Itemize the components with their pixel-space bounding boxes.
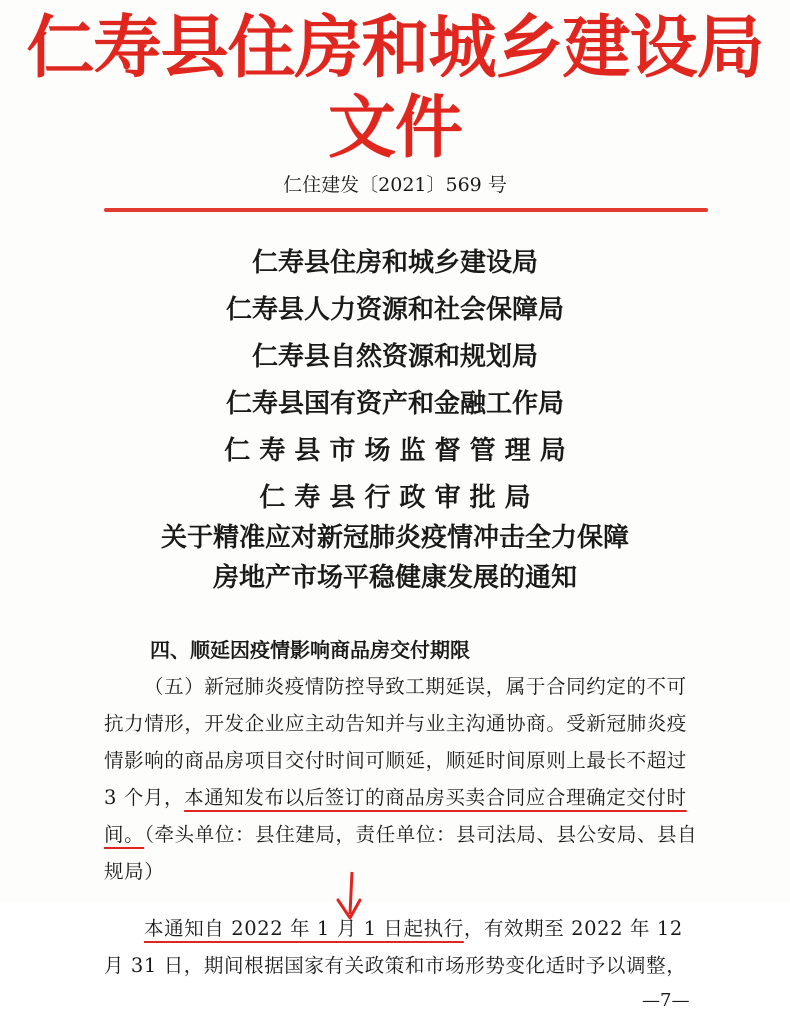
- effective-date-tail: ，有效期至 2022 年 12 月 31 日，期间根据国家有关政策和市场形势变化适时予以调整，: [104, 917, 687, 977]
- section-heading: 四、顺延因疫情影响商品房交付期限: [150, 638, 470, 662]
- issuer-line: 仁寿县人力资源和社会保障局: [225, 295, 564, 325]
- document-number: 仁住建发〔2021〕569 号: [283, 174, 507, 196]
- paragraph-five: [104, 668, 704, 890]
- red-arrow-annotation: [330, 870, 370, 925]
- effective-date-clause: 本通知自 2022 年 1 月 1 日起执行: [144, 917, 464, 940]
- underlined-clause: 本通知发布以后签订的商品房买卖合同应合理确定交付时间。: [104, 786, 687, 846]
- paragraph-effective: [104, 910, 704, 984]
- issuer-line: 仁 寿 县 行 政 审 批 局: [259, 483, 531, 513]
- paragraph-five-lead: （五）新冠肺炎疫情防控导致工期延误，属于合同约定的不可抗力情形，开发企业应主动告知并与业主沟通协商。受新冠肺炎疫情影响的商品房项目交付时间可顺延，顺延时间原则上最长不超过 3 个月，: [104, 675, 687, 809]
- document-masthead: 仁寿县住房和城乡建设局文件: [26, 8, 764, 168]
- red-divider: [104, 208, 708, 212]
- notice-title-line1: 关于精准应对新冠肺炎疫情冲击全力保障: [160, 523, 629, 553]
- page-number: —7—: [642, 990, 690, 1011]
- issuer-line: 仁寿县住房和城乡建设局: [251, 248, 538, 278]
- issuer-line: 仁寿县国有资产和金融工作局: [225, 389, 564, 419]
- paragraph-five-tail: （牵头单位：县住建局，责任单位：县司法局、县公安局、县自规局）: [104, 823, 698, 883]
- issuer-line: 仁 寿 县 市 场 监 督 管 理 局: [224, 436, 566, 466]
- issuer-line: 仁寿县自然资源和规划局: [251, 342, 538, 372]
- notice-title-line2: 房地产市场平稳健康发展的通知: [212, 563, 577, 593]
